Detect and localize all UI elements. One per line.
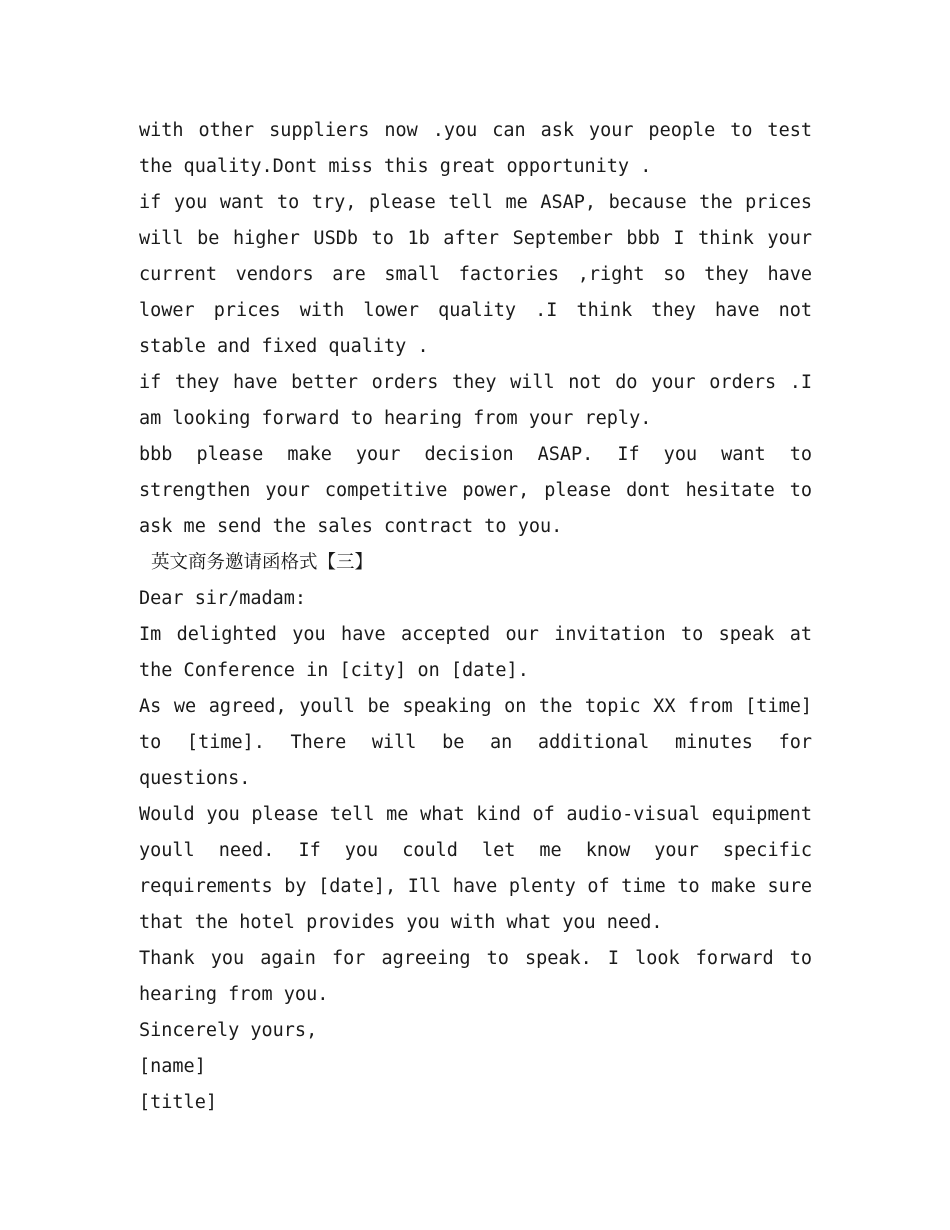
paragraph-prices: if you want to try, please tell me ASAP, because the prices will be higher USDb to 1b after September bbb I think your current vendors are small factories ,right so they have lower prices with lower quality .I think they have not stable and fixed quality .	[139, 192, 812, 357]
letter-closing: Sincerely yours,	[139, 1020, 318, 1041]
paragraph-orders: if they have better orders they will not do your orders .I am looking forward to hearing from your reply.	[139, 372, 812, 429]
letter-paragraph-invitation: Im delighted you have accepted our invitation to speak at the Conference in [city] on [date].	[139, 624, 812, 681]
paragraph-suppliers: with other suppliers now .you can ask your people to test the quality.Dont miss this great opportunity .	[139, 120, 812, 177]
letter-title: [title]	[139, 1092, 217, 1113]
letter-paragraph-thanks: Thank you again for agreeing to speak. I look forward to hearing from you.	[139, 948, 812, 1005]
letter-paragraph-topic: As we agreed, youll be speaking on the topic XX from [time] to [time]. There will be an additional minutes for questions.	[139, 696, 812, 789]
document-page	[139, 113, 812, 1121]
paragraph-decision: bbb please make your decision ASAP. If you want to strengthen your competitive power, please dont hesitate to ask me send the sales contract to you.	[139, 444, 812, 537]
section-heading: 英文商务邀请函格式【三】	[151, 552, 374, 573]
letter-salutation: Dear sir/madam:	[139, 588, 307, 609]
letter-paragraph-equipment: Would you please tell me what kind of audio-visual equipment youll need. If you could let me know your specific requirements by [date], Ill have plenty of time to make sure that the hotel provides you with what you need.	[139, 804, 812, 933]
letter-name: [name]	[139, 1056, 206, 1077]
